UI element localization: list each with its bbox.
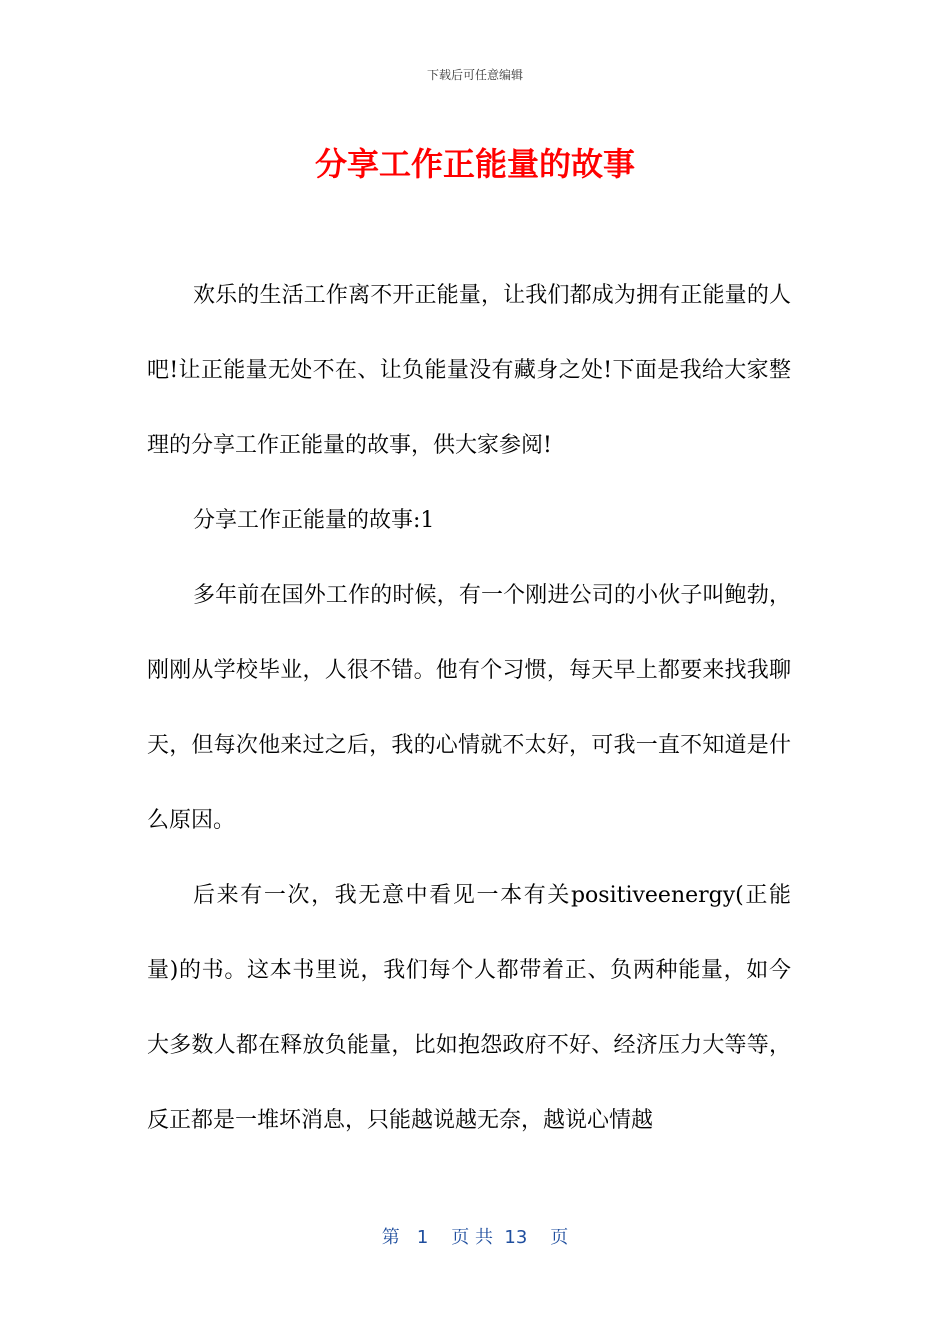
paragraph-section-heading: 分享工作正能量的故事:1	[193, 508, 435, 533]
paragraph-intro: 欢乐的生活工作离不开正能量，让我们都成为拥有正能量的人吧!让正能量无处不在、让负能量没有藏身之处!下面是我给大家整理的分享工作正能量的故事，供大家参阅!	[147, 283, 791, 458]
header-note: 下载后可任意编辑	[426, 68, 523, 82]
paragraph-story-1: 多年前在国外工作的时候，有一个刚进公司的小伙子叫鲍勃，刚刚从学校毕业，人很不错。他有个习惯，每天早上都要来找我聊天，但每次他来过之后，我的心情就不太好，可我一直不知道是什么原因。	[147, 583, 791, 833]
document-body	[147, 258, 791, 1158]
paragraph-story-2: 后来有一次，我无意中看见一本有关positiveenergy(正能量)的书。这本书里说，我们每个人都带着正、负两种能量，如今大多数人都在释放负能量，比如抱怨政府不好、经济压力大等等，反正都是一堆坏消息，只能越说越无奈，越说心情越	[147, 883, 791, 1133]
document-title: 分享工作正能量的故事	[314, 145, 635, 183]
page-footer: 第 1 页 共 13 页	[381, 1227, 569, 1248]
